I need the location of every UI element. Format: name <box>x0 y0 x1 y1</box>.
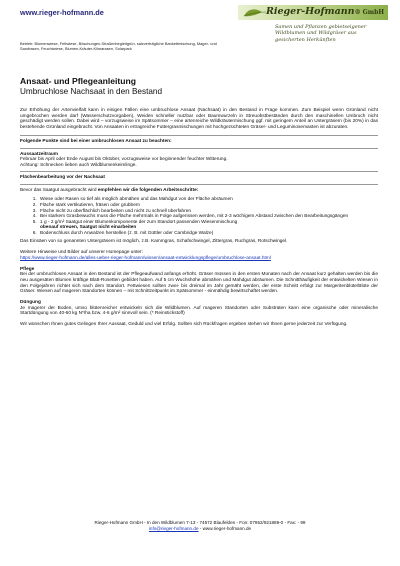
flaechen-lead-text: Bevor das Saatgut ausgebracht wird <box>20 187 98 193</box>
step-5-text: 1 g - 2 g/m² Saatgut einer Blumenkomponente der zum Standort passenden Wiesenmischung <box>40 219 238 225</box>
company-logo <box>238 5 388 68</box>
steps-list <box>20 197 378 236</box>
aussaat-heading: Aussaatzeitraum <box>20 151 59 157</box>
list-item: 6. Bodenschluss durch Anwalzen herstellen (z. B. mit Güttler oder Cambridge Walze) <box>38 231 378 237</box>
logo-name <box>266 6 384 17</box>
logo-name-text: Rieger-Hofmann <box>265 6 355 17</box>
flaechen-lead-bold: empfehlen wir die folgenden Arbeitsschritte: <box>97 187 199 193</box>
untergraeser-text: Das Einsäen von so genannten Untergräsern ist möglich, z.B. Kammgras, Schafschwingel, Zittergras, Ruchgras, Rotschwingel. <box>20 239 288 245</box>
list-item: 2. Fläche stark vertikutieren, fräsen oder grubbern <box>38 203 378 209</box>
weitere-text: Weitere Hinweise und Bilder auf unserer Homepage unter: <box>20 250 143 256</box>
footer-web[interactable]: www.rieger-hofmann.de <box>202 526 252 532</box>
footer-address: Rieger-Hofmann GmbH - In den Wildblumen 7-13 - 74572 Blaufelden - Fon: 07952/921889-0 - Fax: - 99 <box>94 520 306 525</box>
step-5-bold: obenauf streuen, Saatgut nicht einarbeiten <box>40 225 137 231</box>
betrieb-line: Betrieb: Blumenwiese, Fettwiese, Böschungen-Straßenbegleitgrün, salzverträgliche Bankettmischung, Mager- und Sandrasen, Feuchtwiese, Blumen-Kräuter-Klimarasen, Solarpark <box>20 41 217 52</box>
logo-suffix: ® GmbH <box>354 9 384 16</box>
footer-email[interactable]: info@rieger-hofmann.de <box>148 526 199 532</box>
flaechen-heading: Flächenbearbeitung vor der Nachsaat <box>20 175 105 181</box>
document-body <box>20 108 378 328</box>
website-url[interactable]: www.rieger-hofmann.de <box>20 8 104 17</box>
page-title: Ansaat- und Pflegeanleitung <box>20 76 137 86</box>
aussaat-note: Achtung: Schnecken lieben auch Wildblumenkeimlinge. <box>20 162 137 168</box>
list-item: 4. Bei starkem Grasbewuchs muss die Fläche mehrmals in Folge aufgerissen werden, mit 2-3 wöchigem Abstand zwischen den Bearbeitungsgängen <box>38 214 378 220</box>
divider <box>20 148 378 149</box>
divider <box>20 184 378 185</box>
homepage-link[interactable]: https://www.rieger-hofmann.de/alles-ueber-rieger-hofmann/wissen/ansaat-entwicklungspflege/umbruchlose-ansaat.html <box>20 255 271 261</box>
footer-contact <box>0 526 400 532</box>
closing-text: Wir wünschen Ihnen gutes Gelingen Ihrer Aussaat, Geduld und viel Erfolg. Sollten sich Rückfragen ergeben stehen wir Ihnen gerne jederzeit zur Verfügung. <box>20 322 348 328</box>
list-item: 1. Wiese oder Rasen so tief als möglich abmähen und das Mahdgut von der Fläche abräumen <box>38 197 378 203</box>
pflege-heading: Pflege <box>20 266 35 272</box>
list-item <box>38 220 378 231</box>
duengung-text: Je magerer der Boden, umso blütenreicher entwickeln sich die Wildblumen. Auf mageren Standorten oder Substraten kann eine organische oder mineralische Startdüngung von 40-60 kg N*/ha bzw. 4-6 g/m² sinnvoll sein. (* Reinstickstoff) <box>20 305 378 317</box>
points-heading: Folgende Punkte sind bei einer umbruchlosen Ansaat zu beachten: <box>20 139 172 145</box>
divider <box>20 171 378 172</box>
logo-tagline: Samen und Pflanzen gebietseigener Wildblumen und Wildgräser aus gesicherten Herkünften <box>275 24 367 43</box>
footer <box>0 520 400 532</box>
duengung-heading: Düngung <box>20 300 41 306</box>
list-item: 3. Fläche nicht zu oberflächlich bearbeiten und nicht zu schnell überfahren <box>38 209 378 215</box>
logo-banner <box>238 5 388 20</box>
footer-separator: - <box>198 526 203 532</box>
intro-paragraph: Zur Erhöhung der Artenvielfalt kann in einigen Fällen eine umbruchlose Ansaat (Nachsaat) in den Bestand in Frage kommen. Zum Beispiel wenn Grünland nicht umgebrochen werden darf (Wasserschutzvorgaben), Weiden schneller nutzbar oder Baumwurzeln in Streuobstbeständen durch den maschinellen Umbruch nicht geschädigt werden sollen. Dabei wird – vorzugsweise im Spätsommer – eine artenreiche Wildkräutermischung ggf. mit geringem Anteil an Untergräsern (bis 20%) in das bestehende Grünland eingebracht. Von Ansaaten in ertragreiche Futtergrasmischungen mit hochgezüchteten Gräser- und Leguminosemasten ist abzuraten. <box>20 108 378 130</box>
page-subtitle: Umbruchlose Nachsaat in den Bestand <box>20 87 162 96</box>
aussaat-text: Februar bis April oder Ende August bis Oktober, vorzugsweise vor beginnender feuchter Witterung. <box>20 157 228 163</box>
divider <box>20 135 378 136</box>
pflege-text: Bei der umbruchlosen Ansaat in den Bestand ist der Pflegeaufwand anfangs erhöht. Gräser müssen in den ersten Monaten nach der Ansaat kurz gehalten werden bis die neu ausgesäten Blumen kräftige Blatt-Rosetten gebildet haben. Auf 5 cm Wuchshöhe abmähen und Mahdgut abräumen. Die Schnitthäufigkeit der entwickelten Wiesen in den Folgejahren richtet sich nach dem Standort. Fettwiesen sollten zwei- bis dreimal im Jahr gemäht werden, der erste Schnitt erfolgt zur Margeritenblüte/Blüte der Gräser. Wiesen auf mageren Standorten können – mit Schnittzeitpunkt im Spätsommer - einmähdig bewirtschaftet werden. <box>20 272 378 295</box>
